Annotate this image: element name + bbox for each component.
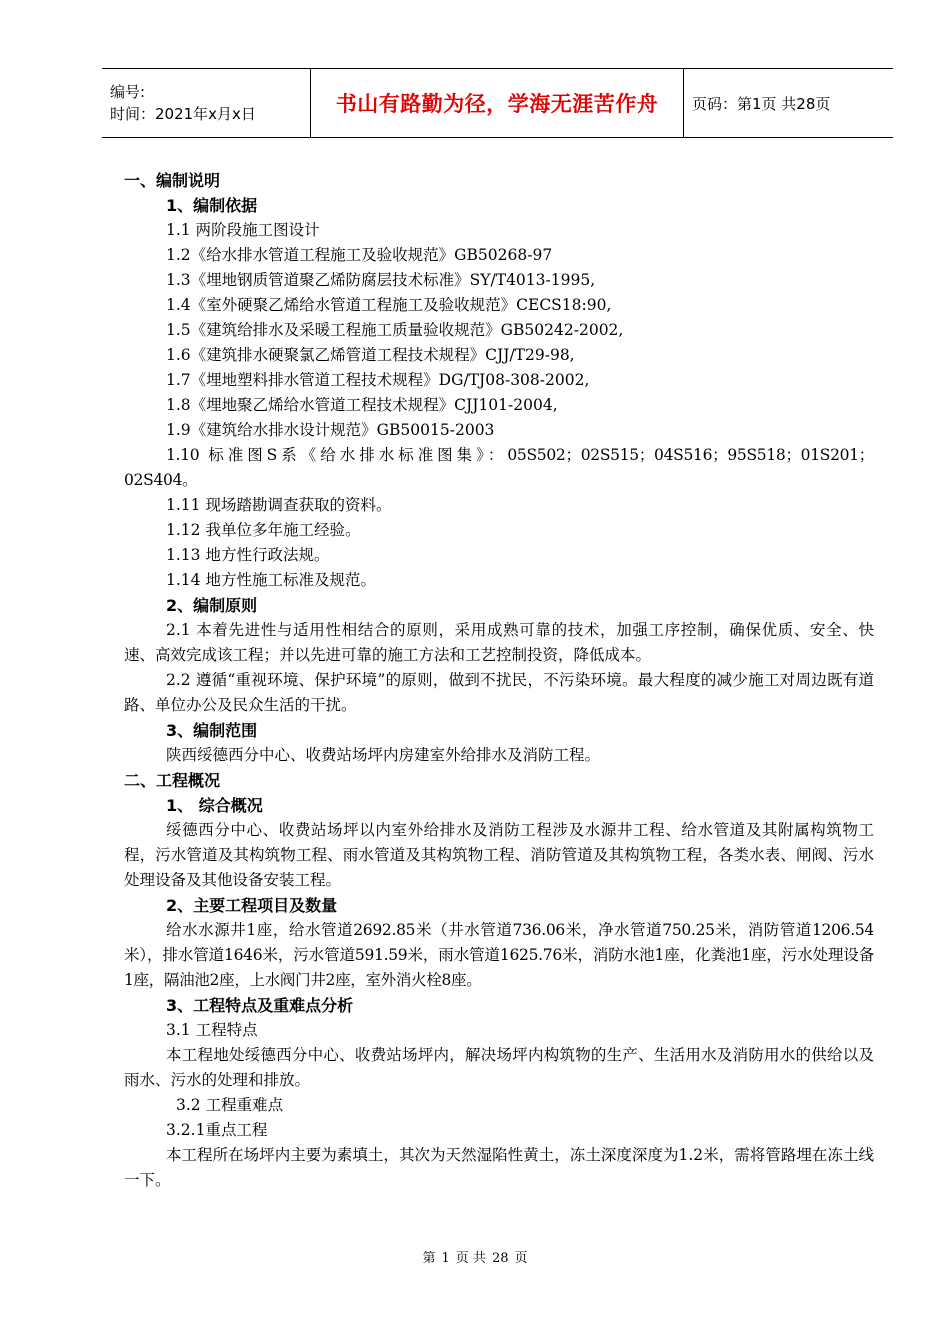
basis-item-standards: 1.10 标准图S系《给水排水标准图集》：05S502；02S515；04S516；95S518；01S201；02S404。: [124, 446, 874, 489]
feature-heading: 3.1 工程特点: [166, 1021, 258, 1039]
section-title-2: 二、工程概况: [124, 771, 221, 790]
header-meta: [102, 69, 311, 137]
page-footer: [0, 1247, 950, 1266]
principle-paragraph: 2.2 遵循“重视环境、保护环境”的原则，做到不扰民，不污染环境。最大程度的减少施工对周边既有道路、单位办公及民众生活的干扰。: [124, 671, 874, 714]
basis-item: 1.4《室外硬聚乙烯给水管道工程施工及验收规范》CECS18:90,: [166, 296, 612, 314]
footer-total-pages: 28: [491, 1251, 509, 1266]
basis-item: 1.14 地方性施工标准及规范。: [166, 571, 376, 589]
basis-item: 1.5《建筑给排水及采暖工程施工质量验收规范》GB50242-2002,: [166, 321, 624, 339]
footer-suffix: 页: [514, 1251, 528, 1266]
key-work-paragraph: 本工程所在场坪内主要为素填土，其次为天然湿陷性黄土，冻土深度深度为1.2米，需将管路埋在冻土线一下。: [124, 1146, 874, 1189]
difficulty-heading: 3.2 工程重难点: [176, 1096, 284, 1114]
subsection-title-scope: 3、编制范围: [166, 721, 258, 740]
principle-paragraph: 2.1 本着先进性与适用性相结合的原则，采用成熟可靠的技术，加强工序控制，确保优质、安全、快速、高效完成该工程；并以先进可靠的施工方法和工艺控制投资，降低成本。: [124, 621, 874, 664]
key-work-heading: 3.2.1重点工程: [166, 1121, 268, 1139]
basis-item: 1.8《埋地聚乙烯给水管道工程技术规程》CJJ101-2004,: [166, 396, 558, 414]
page-header: [102, 68, 893, 138]
header-motto-cell: [311, 69, 684, 137]
basis-item: 1.11 现场踏勘调查获取的资料。: [166, 496, 392, 514]
footer-middle: 页 共: [455, 1251, 486, 1266]
subsection-title-features: 3、工程特点及重难点分析: [166, 996, 354, 1015]
scope-paragraph: 陕西绥德西分中心、收费站场坪内房建室外给排水及消防工程。: [166, 746, 601, 764]
document-number-label: 编号:: [110, 83, 146, 101]
footer-prefix: 第: [422, 1251, 436, 1266]
subsection-title-quantities: 2、主要工程项目及数量: [166, 896, 338, 915]
basis-item: 1.6《建筑排水硬聚氯乙烯管道工程技术规程》CJJ/T29-98,: [166, 346, 575, 364]
basis-item: 1.7《埋地塑料排水管道工程技术规程》DG/TJ08-308-2002,: [166, 371, 590, 389]
basis-item: 1.3《埋地钢质管道聚乙烯防腐层技术标准》SY/T4013-1995,: [166, 271, 596, 289]
quantities-paragraph: 给水水源井1座，给水管道2692.85米（井水管道736.06米，净水管道750.25米，消防管道1206.54米），排水管道1646米，污水管道591.59米，雨水管道1625.76米，消防水池1座，化粪池1座，污水处理设备1座，隔油池2座，上水阀门井2座，室外消火栓8座。: [124, 921, 874, 989]
header-page-info-cell: [684, 69, 893, 137]
subsection-title-principles: 2、编制原则: [166, 596, 258, 615]
header-page-info: 页码：第1页 共28页: [692, 94, 831, 113]
section-title-1: 一、编制说明: [124, 171, 221, 190]
basis-item: 1.1 两阶段施工图设计: [166, 221, 320, 239]
footer-page-number: 1: [441, 1251, 450, 1266]
subsection-title-overview: 1、 综合概况: [166, 796, 263, 815]
basis-item: 1.2《给水排水管道工程施工及验收规范》GB50268-97: [166, 246, 553, 264]
overview-paragraph: 绥德西分中心、收费站场坪以内室外给排水及消防工程涉及水源井工程、给水管道及其附属构筑物工程，污水管道及其构筑物工程、雨水管道及其构筑物工程、消防管道及其构筑物工程，各类水表、闸阀、污水处理设备及其他设备安装工程。: [124, 821, 874, 889]
document-body: [124, 168, 874, 1193]
basis-item: 1.12 我单位多年施工经验。: [166, 521, 361, 539]
header-motto: 书山有路勤为径，学海无涯苦作舟: [335, 92, 659, 116]
basis-item: 1.13 地方性行政法规。: [166, 546, 330, 564]
document-date: 时间：2021年x月x日: [110, 105, 256, 123]
subsection-title-basis: 1、编制依据: [166, 196, 258, 215]
feature-paragraph: 本工程地处绥德西分中心、收费站场坪内，解决场坪内构筑物的生产、生活用水及消防用水的供给以及雨水、污水的处理和排放。: [124, 1046, 874, 1089]
basis-item: 1.9《建筑给水排水设计规范》GB50015-2003: [166, 421, 495, 439]
